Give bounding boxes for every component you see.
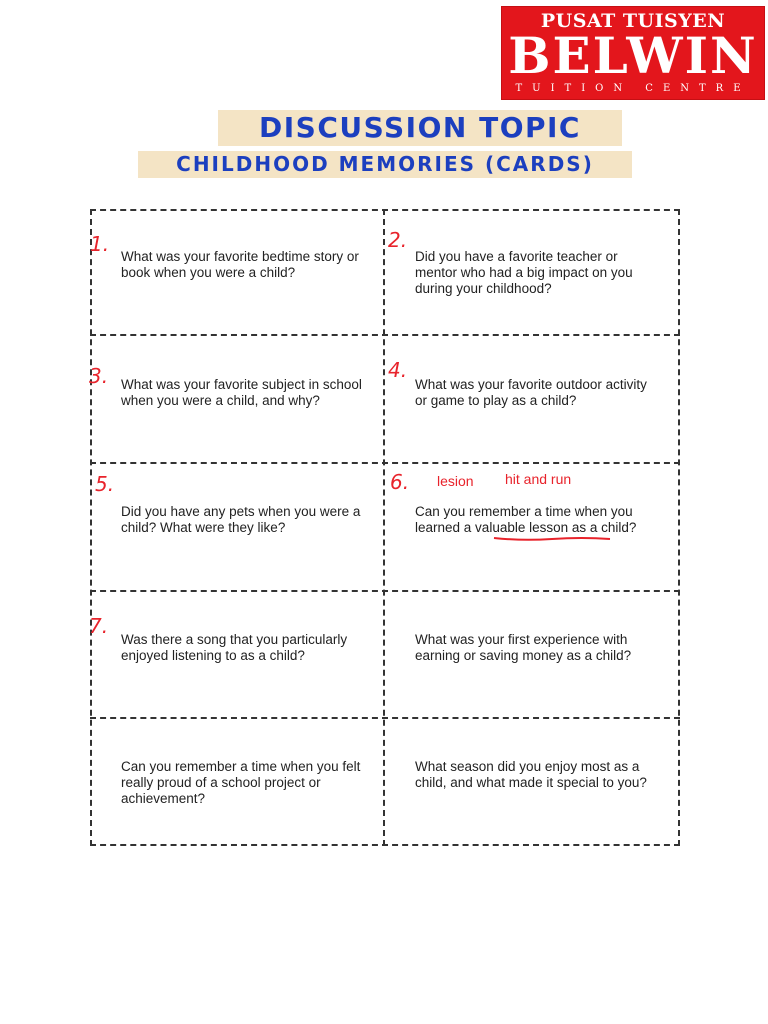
card-number: 2. xyxy=(388,228,408,252)
card-question xyxy=(415,504,660,536)
grid-divider-row4 xyxy=(90,717,680,719)
card-question: What was your first experience with earning or saving money as a child? xyxy=(415,632,632,663)
card-number: 7. xyxy=(89,614,109,638)
card-question: What season did you enjoy most as a child, and what made it special to you? xyxy=(415,759,647,790)
card-question: What was your favorite bedtime story or book when you were a child? xyxy=(121,249,359,280)
card-question: What was your favorite subject in school when you were a child, and why? xyxy=(121,377,362,408)
logo-line3: TUITION CENTRE xyxy=(515,83,751,94)
logo-line1: PUSAT TUISYEN xyxy=(540,10,726,32)
annotation-hit-and-run: hit and run xyxy=(505,471,572,487)
grid-divider-row1 xyxy=(90,334,680,336)
card-question: Did you have any pets when you were a child? What were they like? xyxy=(121,504,361,535)
card-number: 1. xyxy=(90,232,110,256)
red-underline xyxy=(492,535,614,543)
belwin-logo xyxy=(501,6,765,100)
card-number: 5. xyxy=(95,472,115,496)
card-number: 4. xyxy=(388,358,408,382)
logo-line2: BELWIN xyxy=(508,26,758,85)
grid-divider-row3 xyxy=(90,590,680,592)
card-question-end: as a child? xyxy=(568,520,637,535)
card-number: 6. xyxy=(390,470,410,494)
card-question-start: Can you remember a time when you learned xyxy=(415,504,633,535)
grid-divider-vertical xyxy=(383,209,385,846)
card-question: Did you have a favorite teacher or mentor who had a big impact on you during your childhood? xyxy=(415,249,633,296)
annotation-lesion: lesion xyxy=(437,473,474,489)
card-question: Can you remember a time when you felt really proud of a school project or achievement? xyxy=(121,759,361,806)
highlighted-phrase: a valuable lesson xyxy=(463,520,569,535)
page-subtitle: CHILDHOOD MEMORIES (CARDS) xyxy=(176,152,594,176)
card-question: What was your favorite outdoor activity or game to play as a child? xyxy=(415,377,647,408)
page-title: DISCUSSION TOPIC xyxy=(259,111,581,144)
card-question: Was there a song that you particularly enjoyed listening to as a child? xyxy=(121,632,348,663)
card-number: 3. xyxy=(89,364,109,388)
grid-divider-row2 xyxy=(90,462,680,464)
